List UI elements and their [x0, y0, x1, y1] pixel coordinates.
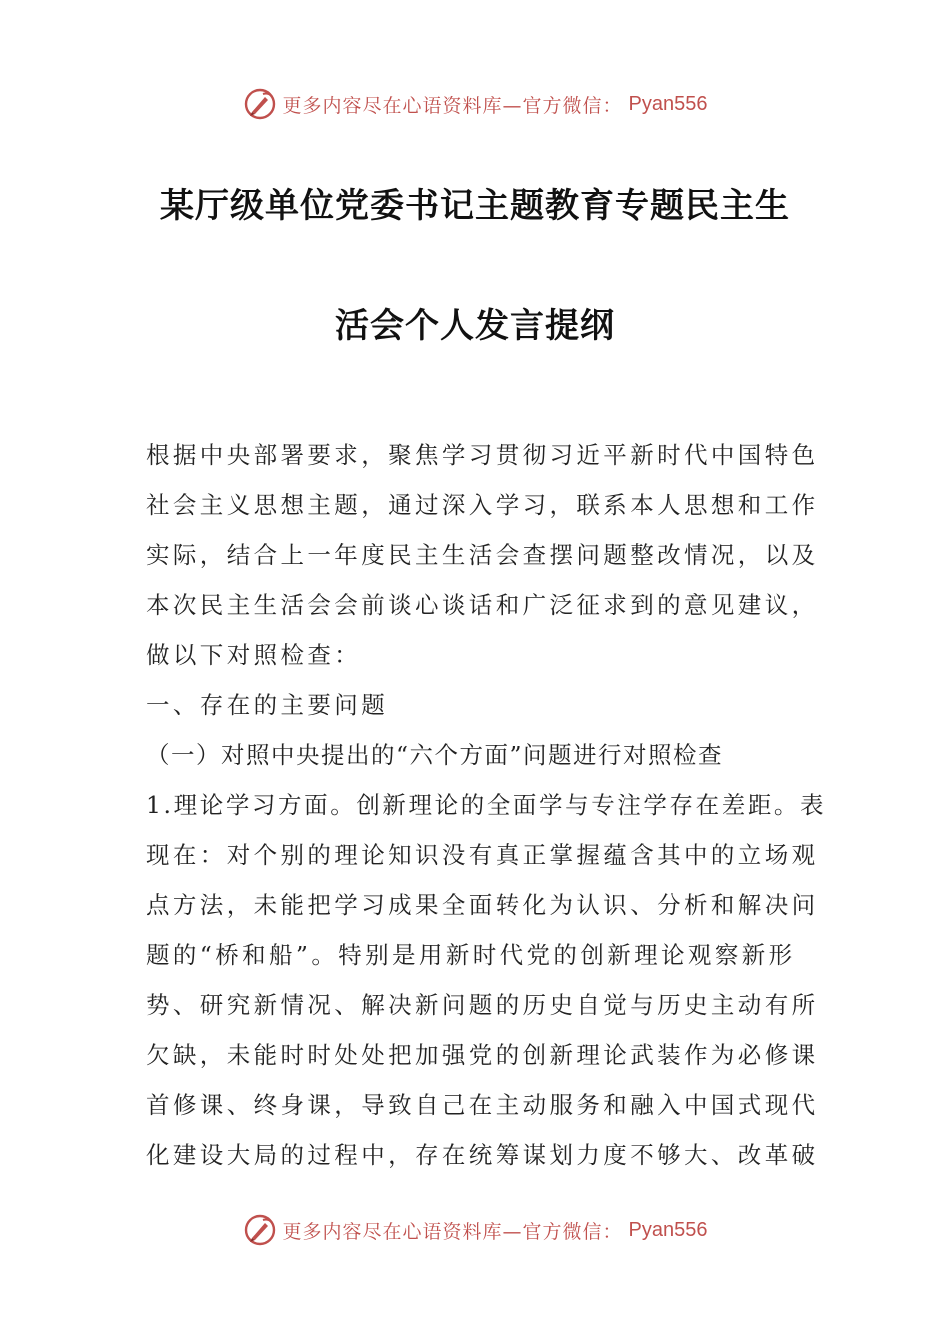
- body-line: 欠缺，未能时时处处把加强党的创新理论武装作为必修课: [146, 1041, 819, 1069]
- body-line: 题的“桥和船”。特别是用新时代党的创新理论观察新形: [146, 941, 796, 969]
- pen-in-circle-icon: [243, 87, 277, 121]
- body-line: 实际，结合上一年度民主生活会查摆问题整改情况，以及: [146, 541, 819, 569]
- watermark-text: 更多内容尽在心语资料库—官方微信：: [282, 94, 623, 117]
- body-line: 1.理论学习方面。创新理论的全面学与专注学存在差距。表: [146, 791, 827, 819]
- watermark-footer: [0, 1210, 950, 1250]
- section-heading: 一、存在的主要问题: [146, 691, 389, 719]
- watermark-header: [0, 84, 950, 124]
- body-line: 本次民主生活会会前谈心谈话和广泛征求到的意见建议，: [146, 591, 819, 619]
- body-line: 势、研究新情况、解决新问题的历史自觉与历史主动有所: [146, 991, 819, 1019]
- watermark-text: 更多内容尽在心语资料库—官方微信：: [282, 1220, 623, 1243]
- body-line: 根据中央部署要求，聚焦学习贯彻习近平新时代中国特色: [146, 441, 819, 469]
- document-title-line-1: 某厅级单位党委书记主题教育专题民主生: [160, 186, 790, 226]
- body-line: 做以下对照检查：: [146, 641, 362, 669]
- watermark-wechat-id: Pyan556: [628, 92, 708, 115]
- subsection-heading: （一）对照中央提出的“六个方面”问题进行对照检查: [146, 741, 724, 769]
- body-line: 化建设大局的过程中，存在统筹谋划力度不够大、改革破: [146, 1141, 819, 1169]
- document-body: [146, 430, 827, 1180]
- pen-in-circle-icon: [243, 1213, 277, 1247]
- document-title-line-2: 活会个人发言提纲: [335, 306, 615, 346]
- body-line: 现在：对个别的理论知识没有真正掌握蕴含其中的立场观: [146, 841, 819, 869]
- watermark-wechat-id: Pyan556: [628, 1218, 708, 1241]
- body-line: 首修课、终身课，导致自己在主动服务和融入中国式现代: [146, 1091, 819, 1119]
- body-line: 点方法，未能把学习成果全面转化为认识、分析和解决问: [146, 891, 819, 919]
- body-line: 社会主义思想主题，通过深入学习，联系本人思想和工作: [146, 491, 819, 519]
